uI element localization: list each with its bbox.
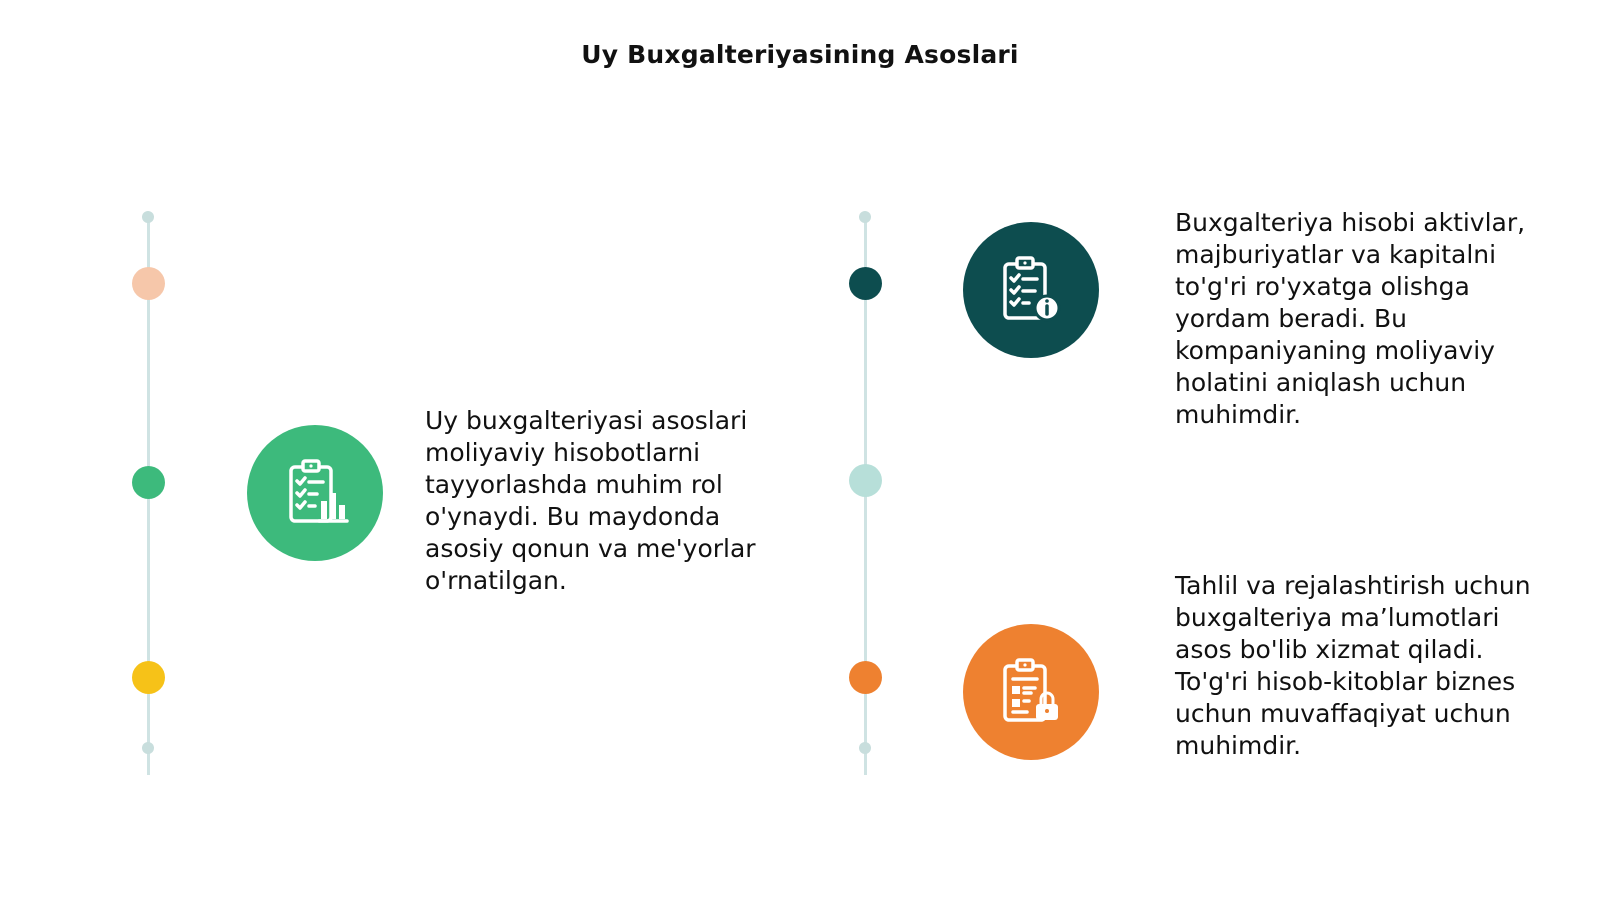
timeline-right bbox=[845, 215, 885, 775]
timeline-dot-dark-teal bbox=[849, 267, 882, 300]
timeline-dot-peach bbox=[132, 267, 165, 300]
timeline-dot-yellow bbox=[132, 661, 165, 694]
timeline-left bbox=[128, 215, 168, 775]
page-title: Uy Buxgalteriyasining Asoslari bbox=[581, 40, 1019, 69]
clipboard-lock-icon bbox=[963, 624, 1099, 760]
clipboard-info-icon bbox=[963, 222, 1099, 358]
timeline-dot-mint bbox=[849, 464, 882, 497]
item-3-text: Tahlil va rejalashtirish uchun buxgalteriya ma’lumotlari asos bo'lib xizmat qiladi. To'g'ri hisob-kitoblar biznes uchun muvaffaqiyat uchun muhimdir. bbox=[1175, 571, 1531, 760]
clipboard-chart-icon bbox=[247, 425, 383, 561]
timeline-dot-orange bbox=[849, 661, 882, 694]
item-2-text: Buxgalteriya hisobi aktivlar, majburiyatlar va kapitalni to'g'ri ro'yxatga olishga yordam beradi. Bu kompaniyaning moliyaviy holatini aniqlash uchun muhimdir. bbox=[1175, 208, 1526, 429]
timeline-end-cap bbox=[859, 742, 871, 754]
timeline-dot-green bbox=[132, 466, 165, 499]
timeline-start-cap bbox=[142, 211, 154, 223]
item-1-text: Uy buxgalteriyasi asoslari moliyaviy hisobotlarni tayyorlashda muhim rol o'ynaydi. Bu maydonda asosiy qonun va me'yorlar o'rnatilgan. bbox=[425, 406, 756, 595]
timeline-end-cap bbox=[142, 742, 154, 754]
timeline-start-cap bbox=[859, 211, 871, 223]
